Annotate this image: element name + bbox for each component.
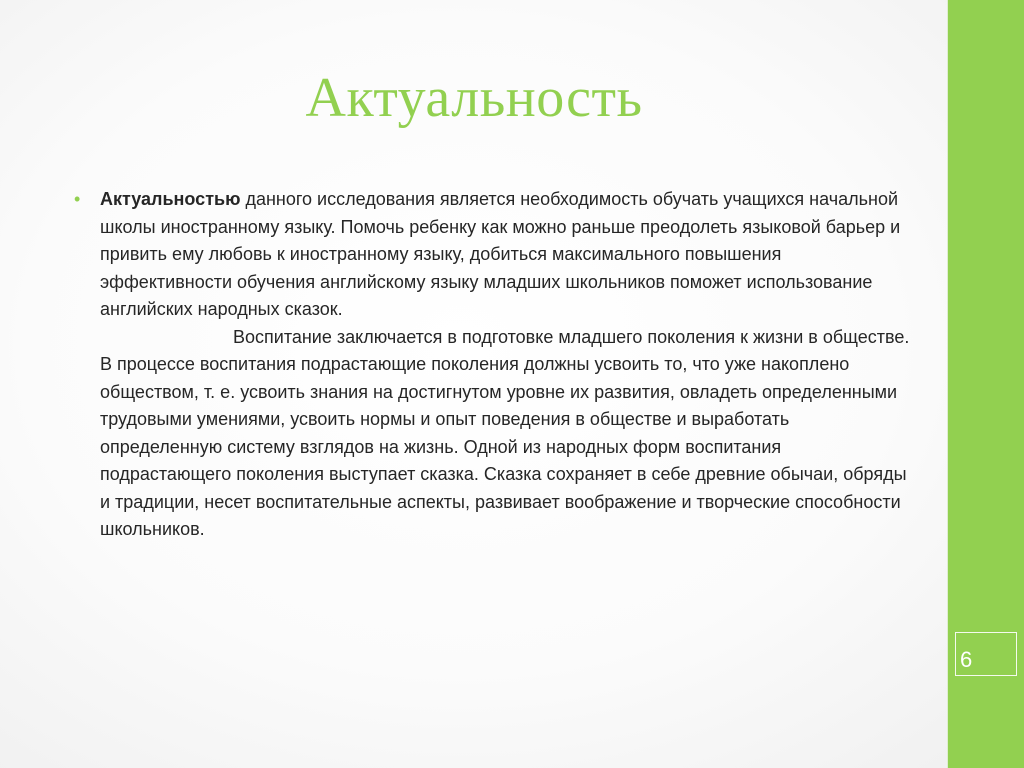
paragraph-relevance <box>100 186 910 324</box>
slide-body <box>74 186 910 544</box>
term-bold: Актуальностью <box>100 189 241 209</box>
page-number: 6 <box>955 632 1017 676</box>
paragraph-upbringing <box>100 324 910 544</box>
bullet-dot-icon: • <box>74 189 81 209</box>
slide-title: Актуальность <box>305 67 643 129</box>
paragraph-upbringing-text: Воспитание заключается в подготовке младшего поколения к жизни в обществе. В процессе воспитания подрастающие поколения должны усвоить то, что уже накоплено обществом, т. е. усвоить знания на достигнутом уровне их развития, овладеть определенными трудовыми умениями, усвоить нормы и опыт поведения в обществе и выработать определенную систему взглядов на жизнь. Одной из народных форм воспитания подрастающего поколения выступает сказка. Сказка сохраняет в себе древние обычаи, обряды и традиции, несет воспитательные аспекты, развивает воображение и творческие способности школьников. <box>100 326 910 539</box>
paragraph-relevance-text: данного исследования является необходимость обучать учащихся начальной школы иностранному языку. Помочь ребенку как можно раньше преодолеть языковой барьер и привить ему любовь к иностранному языку, добиться максимального повышения эффективности обучения английскому языку младших школьников поможет использование английских народных сказок. <box>100 189 901 319</box>
